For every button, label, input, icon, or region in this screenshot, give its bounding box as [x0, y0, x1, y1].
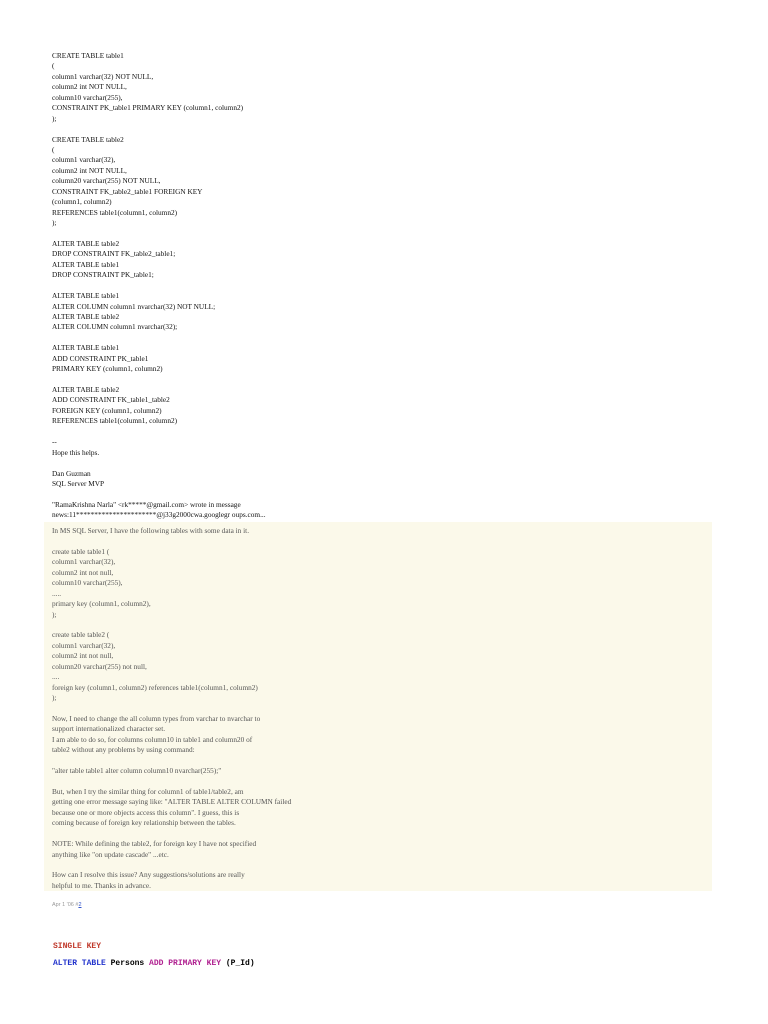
text-line: primary key (column1, column2), [52, 599, 151, 609]
text-line: "RamaKrishna Narla" <rk*****@gmail.com> wrote in message [52, 499, 241, 509]
text-line: column1 varchar(32), [52, 557, 116, 567]
text-line [52, 620, 291, 630]
text-line: ALTER COLUMN column1 nvarchar(32) NOT NULL; [52, 301, 216, 311]
text-line: column2 int NOT NULL, [52, 165, 127, 175]
text-line: (column1, column2) [52, 197, 112, 207]
post-number-link[interactable]: 2 [78, 902, 82, 908]
text-line: ( [52, 61, 55, 71]
text-line: column20 varchar(255) not null, [52, 661, 147, 671]
text-line: coming because of foreign key relationship between the tables. [52, 818, 236, 828]
text-line: How can I resolve this issue? Any suggestions/solutions are really [52, 870, 245, 880]
text-line [52, 777, 291, 787]
text-line: ALTER TABLE table2 [52, 238, 120, 248]
text-line: column1 varchar(32) NOT NULL, [52, 71, 154, 81]
text-line: ..... [52, 588, 62, 598]
text-line: news:11**********************@j33g2000cwa.googlegr oups.com... [52, 510, 266, 520]
text-line: CREATE TABLE table1 [52, 51, 124, 60]
text-line: REFERENCES table1(column1, column2) [52, 207, 178, 217]
text-line: CONSTRAINT PK_table1 PRIMARY KEY (column1, column2) [52, 103, 244, 113]
text-line: column2 int not null, [52, 567, 114, 577]
code-columns: (P_Id) [221, 959, 255, 968]
text-line: In MS SQL Server, I have the following tables with some data in it. [52, 526, 250, 535]
text-line: column10 varchar(255), [52, 578, 123, 588]
text-line [52, 281, 352, 291]
post-date: Apr 1 '06 # [52, 902, 79, 908]
text-line [52, 124, 352, 134]
code-line [53, 959, 255, 968]
text-line: ALTER COLUMN column1 nvarchar(32); [52, 322, 178, 332]
text-line: .... [52, 672, 60, 682]
text-line: ALTER TABLE table2 [52, 385, 120, 394]
text-line: Now, I need to change the all column types from varchar to nvarchar to [52, 713, 261, 723]
text-line: I am able to do so, for columns column10 in table1 and column20 of [52, 734, 253, 744]
text-line: ADD CONSTRAINT PK_table1 [52, 353, 149, 363]
text-line: support internationalized character set. [52, 724, 166, 734]
text-line [52, 829, 291, 839]
text-line: table2 without any problems by using command: [52, 745, 195, 755]
text-line: DROP CONSTRAINT PK_table1; [52, 270, 154, 280]
code-keyword: ALTER TABLE [53, 959, 106, 968]
text-line: Dan Guzman [52, 468, 91, 478]
text-line [52, 427, 352, 437]
text-line: column10 varchar(255), [52, 92, 123, 102]
text-line: -- [52, 437, 57, 447]
text-line [52, 375, 352, 385]
text-line [52, 860, 291, 870]
text-line: because one or more objects access this column". I guess, this is [52, 807, 240, 817]
code-table-name: Persons [105, 959, 150, 968]
reply-text [52, 51, 352, 521]
text-line: anything like "on update cascade" ...etc. [52, 849, 169, 859]
text-line: ALTER TABLE table2 [52, 311, 120, 321]
text-line [52, 536, 291, 546]
text-line: ( [52, 144, 55, 154]
text-line: ); [52, 113, 57, 123]
text-line [52, 703, 291, 713]
text-line: create table table1 ( [52, 546, 110, 556]
text-line: ); [52, 609, 57, 619]
quoted-message [44, 522, 712, 891]
code-heading: SINGLE KEY [53, 942, 102, 951]
text-line: column20 varchar(255) NOT NULL, [52, 176, 161, 186]
text-line: CREATE TABLE table2 [52, 134, 124, 144]
text-line: "alter table table1 alter column column10 nvarchar(255);" [52, 766, 222, 776]
text-line: helpful to me. Thanks in advance. [52, 880, 151, 890]
text-line [52, 458, 352, 468]
text-line [52, 756, 291, 766]
text-line: create table table2 ( [52, 630, 110, 640]
code-keyword: PRIMARY KEY [163, 959, 222, 968]
text-line: ); [52, 693, 57, 702]
text-line: ALTER TABLE table1 [52, 343, 120, 353]
text-line: getting one error message saying like: "ALTER TABLE ALTER COLUMN failed [52, 797, 292, 807]
text-line: ALTER TABLE table1 [52, 259, 120, 269]
text-line [52, 489, 352, 499]
text-line: column1 varchar(32), [52, 155, 116, 165]
text-line: ); [52, 218, 57, 227]
text-line: SQL Server MVP [52, 478, 105, 488]
text-line: FOREIGN KEY (column1, column2) [52, 405, 162, 415]
text-line: REFERENCES table1(column1, column2) [52, 416, 178, 426]
text-line: foreign key (column1, column2) references table1(column1, column2) [52, 682, 258, 692]
text-line: ALTER TABLE table1 [52, 291, 120, 301]
text-line: ADD CONSTRAINT FK_table1_table2 [52, 395, 170, 405]
text-line: NOTE: While defining the table2, for foreign key I have not specified [52, 839, 257, 849]
text-line: But, when I try the similar thing for column1 of table1/table2, am [52, 786, 244, 796]
text-line: column1 varchar(32), [52, 640, 116, 650]
text-line: CONSTRAINT FK_table2_table1 FOREIGN KEY [52, 186, 203, 196]
text-line: PRIMARY KEY (column1, column2) [52, 364, 163, 374]
text-line: column2 int not null, [52, 651, 114, 661]
text-line: Hope this helps. [52, 447, 100, 457]
post-meta [52, 902, 82, 908]
text-line: column2 int NOT NULL, [52, 82, 127, 92]
code-keyword: ADD [149, 959, 164, 968]
text-line [52, 228, 352, 238]
text-line: DROP CONSTRAINT FK_table2_table1; [52, 249, 176, 259]
text-line [52, 333, 352, 343]
